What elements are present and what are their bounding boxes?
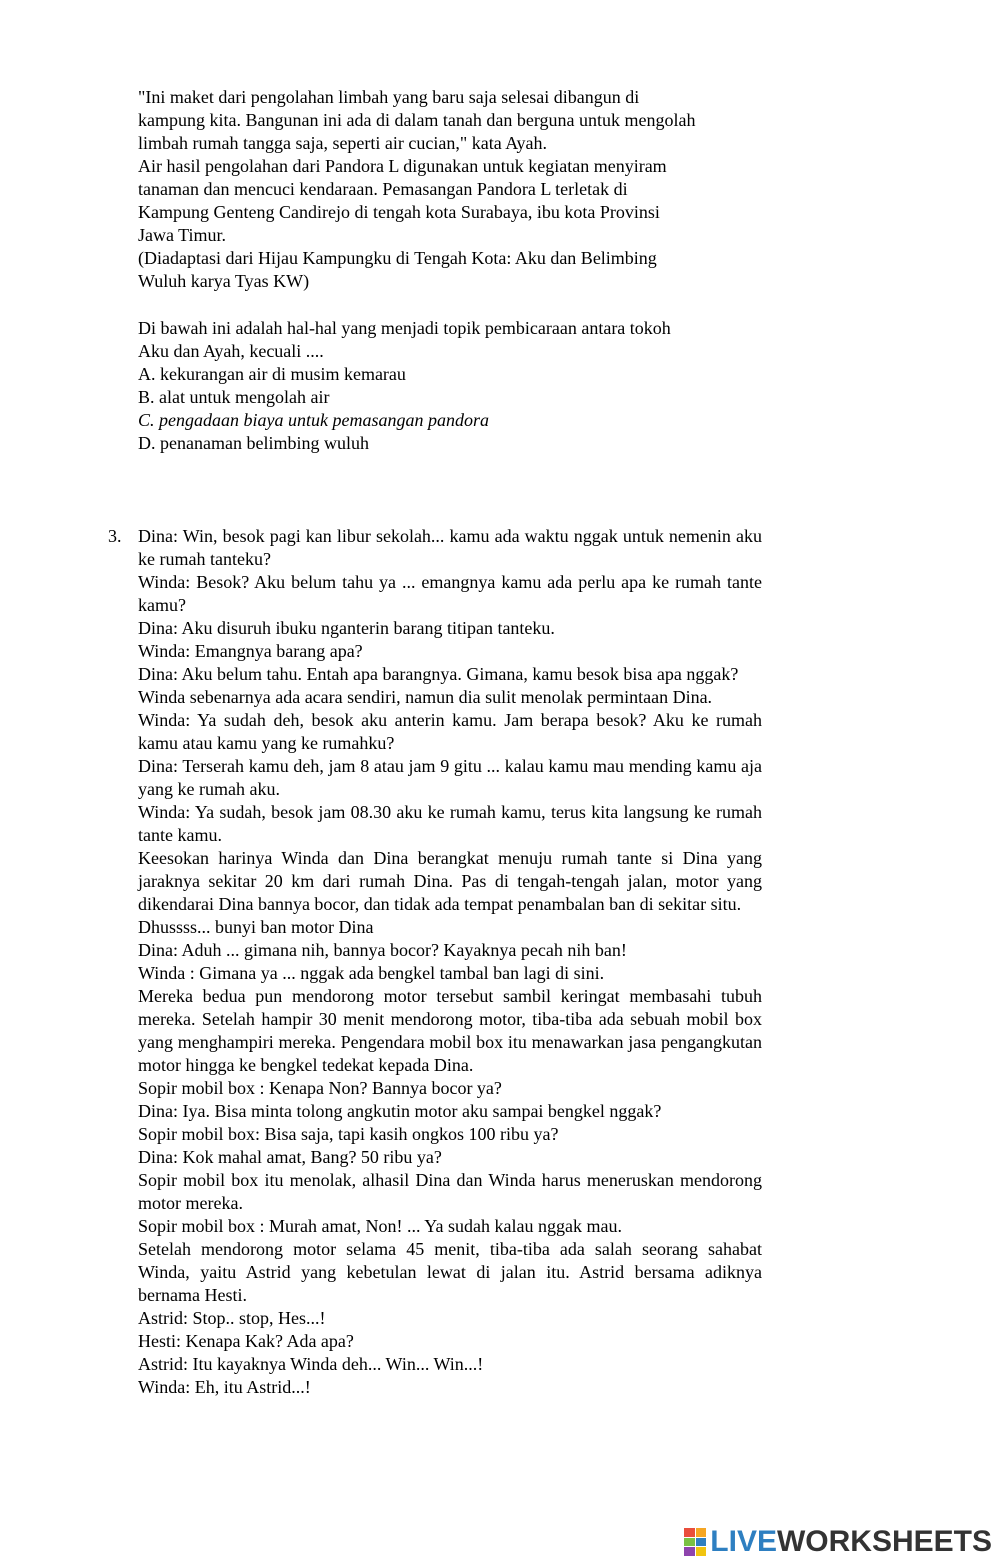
passage-line: Air hasil pengolahan dari Pandora L digunakan untuk kegiatan menyiram: [138, 156, 667, 176]
dialogue-paragraph: Winda: Ya sudah deh, besok aku anterin kamu. Jam berapa besok? Aku ke rumah kamu atau kamu yang ke rumahku?: [138, 710, 762, 753]
logo-square: [684, 1528, 695, 1537]
dialogue-paragraph: Dina: Aku belum tahu. Entah apa barangnya. Gimana, kamu besok bisa apa nggak?: [138, 664, 739, 684]
question-stem-line: Aku dan Ayah, kecuali ....: [138, 341, 324, 361]
logo-square: [684, 1538, 695, 1547]
brand-worksheets: WORKSHEETS: [776, 1525, 992, 1558]
dialogue-paragraph: Winda: Eh, itu Astrid...!: [138, 1377, 311, 1397]
dialogue-paragraph: Winda : Gimana ya ... nggak ada bengkel tambal ban lagi di sini.: [138, 963, 605, 983]
dialogue-paragraph: Dina: Win, besok pagi kan libur sekolah... kamu ada waktu nggak untuk nemenin aku ke rumah tanteku?: [138, 526, 762, 569]
option-c[interactable]: C. pengadaan biaya untuk pemasangan pandora: [138, 410, 489, 430]
dialogue-paragraph: Astrid: Stop.. stop, Hes...!: [138, 1308, 326, 1328]
dialogue-paragraph: Sopir mobil box: Bisa saja, tapi kasih ongkos 100 ribu ya?: [138, 1124, 559, 1144]
dialogue-paragraph: Setelah mendorong motor selama 45 menit, tiba-tiba ada salah seorang sahabat Winda, yaitu Astrid yang kebetulan lewat di jalan itu. Astrid bersama adiknya bernama Hesti.: [138, 1239, 762, 1305]
question-2: [138, 317, 762, 455]
dialogue-paragraph: Astrid: Itu kayaknya Winda deh... Win... Win...!: [138, 1354, 484, 1374]
logo-square: [696, 1538, 707, 1547]
dialogue-paragraph: Hesti: Kenapa Kak? Ada apa?: [138, 1331, 354, 1351]
option-d[interactable]: D. penanaman belimbing wuluh: [138, 433, 369, 453]
dialogue-paragraph: Winda: Besok? Aku belum tahu ya ... emangnya kamu ada perlu apa ke rumah tante kamu?: [138, 572, 762, 615]
passage-line: "Ini maket dari pengolahan limbah yang baru saja selesai dibangun di: [138, 87, 640, 107]
dialogue-paragraph: Dina: Aduh ... gimana nih, bannya bocor? Kayaknya pecah nih ban!: [138, 940, 627, 960]
passage-line: Kampung Genteng Candirejo di tengah kota Surabaya, ibu kota Provinsi: [138, 202, 660, 222]
logo-square: [684, 1547, 695, 1556]
passage-source-line: (Diadaptasi dari Hijau Kampungku di Tengah Kota: Aku dan Belimbing: [138, 248, 657, 268]
question-3-number: 3.: [108, 526, 122, 546]
passage-line: Jawa Timur.: [138, 225, 227, 245]
question-3-dialogue: [138, 525, 762, 1399]
question-stem-line: Di bawah ini adalah hal-hal yang menjadi topik pembicaraan antara tokoh: [138, 318, 671, 338]
brand-name: [710, 1525, 992, 1559]
logo-icon: [684, 1528, 706, 1556]
option-a[interactable]: A. kekurangan air di musim kemarau: [138, 364, 406, 384]
passage-line: limbah rumah tangga saja, seperti air cucian," kata Ayah.: [138, 133, 548, 153]
dialogue-paragraph: Dina: Terserah kamu deh, jam 8 atau jam 9 gitu ... kalau kamu mau mending kamu aja yang ke rumah aku.: [138, 756, 762, 799]
passage-source-line: Wuluh karya Tyas KW): [138, 271, 310, 291]
logo-square: [696, 1528, 707, 1537]
passage-line: kampung kita. Bangunan ini ada di dalam tanah dan berguna untuk mengolah: [138, 110, 696, 130]
liveworksheets-logo: [684, 1526, 992, 1558]
dialogue-paragraph: Winda: Emangnya barang apa?: [138, 641, 363, 661]
dialogue-paragraph: Dhussss... bunyi ban motor Dina: [138, 917, 374, 937]
passage-line: tanaman dan mencuci kendaraan. Pemasangan Pandora L terletak di: [138, 179, 628, 199]
dialogue-paragraph: Sopir mobil box itu menolak, alhasil Dina dan Winda harus meneruskan mendorong motor mereka.: [138, 1170, 762, 1213]
dialogue-paragraph: Dina: Aku disuruh ibuku nganterin barang titipan tanteku.: [138, 618, 555, 638]
dialogue-paragraph: Mereka bedua pun mendorong motor tersebut sambil keringat membasahi tubuh mereka. Setelah hampir 30 menit mendorong motor, tiba-tiba ada sebuah mobil box yang menghampiri mereka. Pengendara mobil box itu menawarkan jasa pengangkutan motor hingga ke bengkel tedekat kepada Dina.: [138, 986, 762, 1075]
reading-passage: [138, 86, 762, 293]
dialogue-paragraph: Sopir mobil box : Kenapa Non? Bannya bocor ya?: [138, 1078, 502, 1098]
brand-live: LIVE: [710, 1525, 777, 1558]
logo-square: [696, 1547, 707, 1556]
dialogue-paragraph: Keesokan harinya Winda dan Dina berangkat menuju rumah tante si Dina yang jaraknya sekitar 20 km dari rumah Dina. Pas di tengah-tengah jalan, motor yang dikendarai Dina bannya bocor, dan tidak ada tempat penambalan ban di sekitar situ.: [138, 848, 762, 914]
option-b[interactable]: B. alat untuk mengolah air: [138, 387, 330, 407]
dialogue-paragraph: Winda: Ya sudah, besok jam 08.30 aku ke rumah kamu, terus kita langsung ke rumah tante kamu.: [138, 802, 762, 845]
dialogue-paragraph: Winda sebenarnya ada acara sendiri, namun dia sulit menolak permintaan Dina.: [138, 687, 713, 707]
dialogue-paragraph: Dina: Iya. Bisa minta tolong angkutin motor aku sampai bengkel nggak?: [138, 1101, 662, 1121]
dialogue-paragraph: Sopir mobil box : Murah amat, Non! ... Ya sudah kalau nggak mau.: [138, 1216, 622, 1236]
dialogue-paragraph: Dina: Kok mahal amat, Bang? 50 ribu ya?: [138, 1147, 442, 1167]
